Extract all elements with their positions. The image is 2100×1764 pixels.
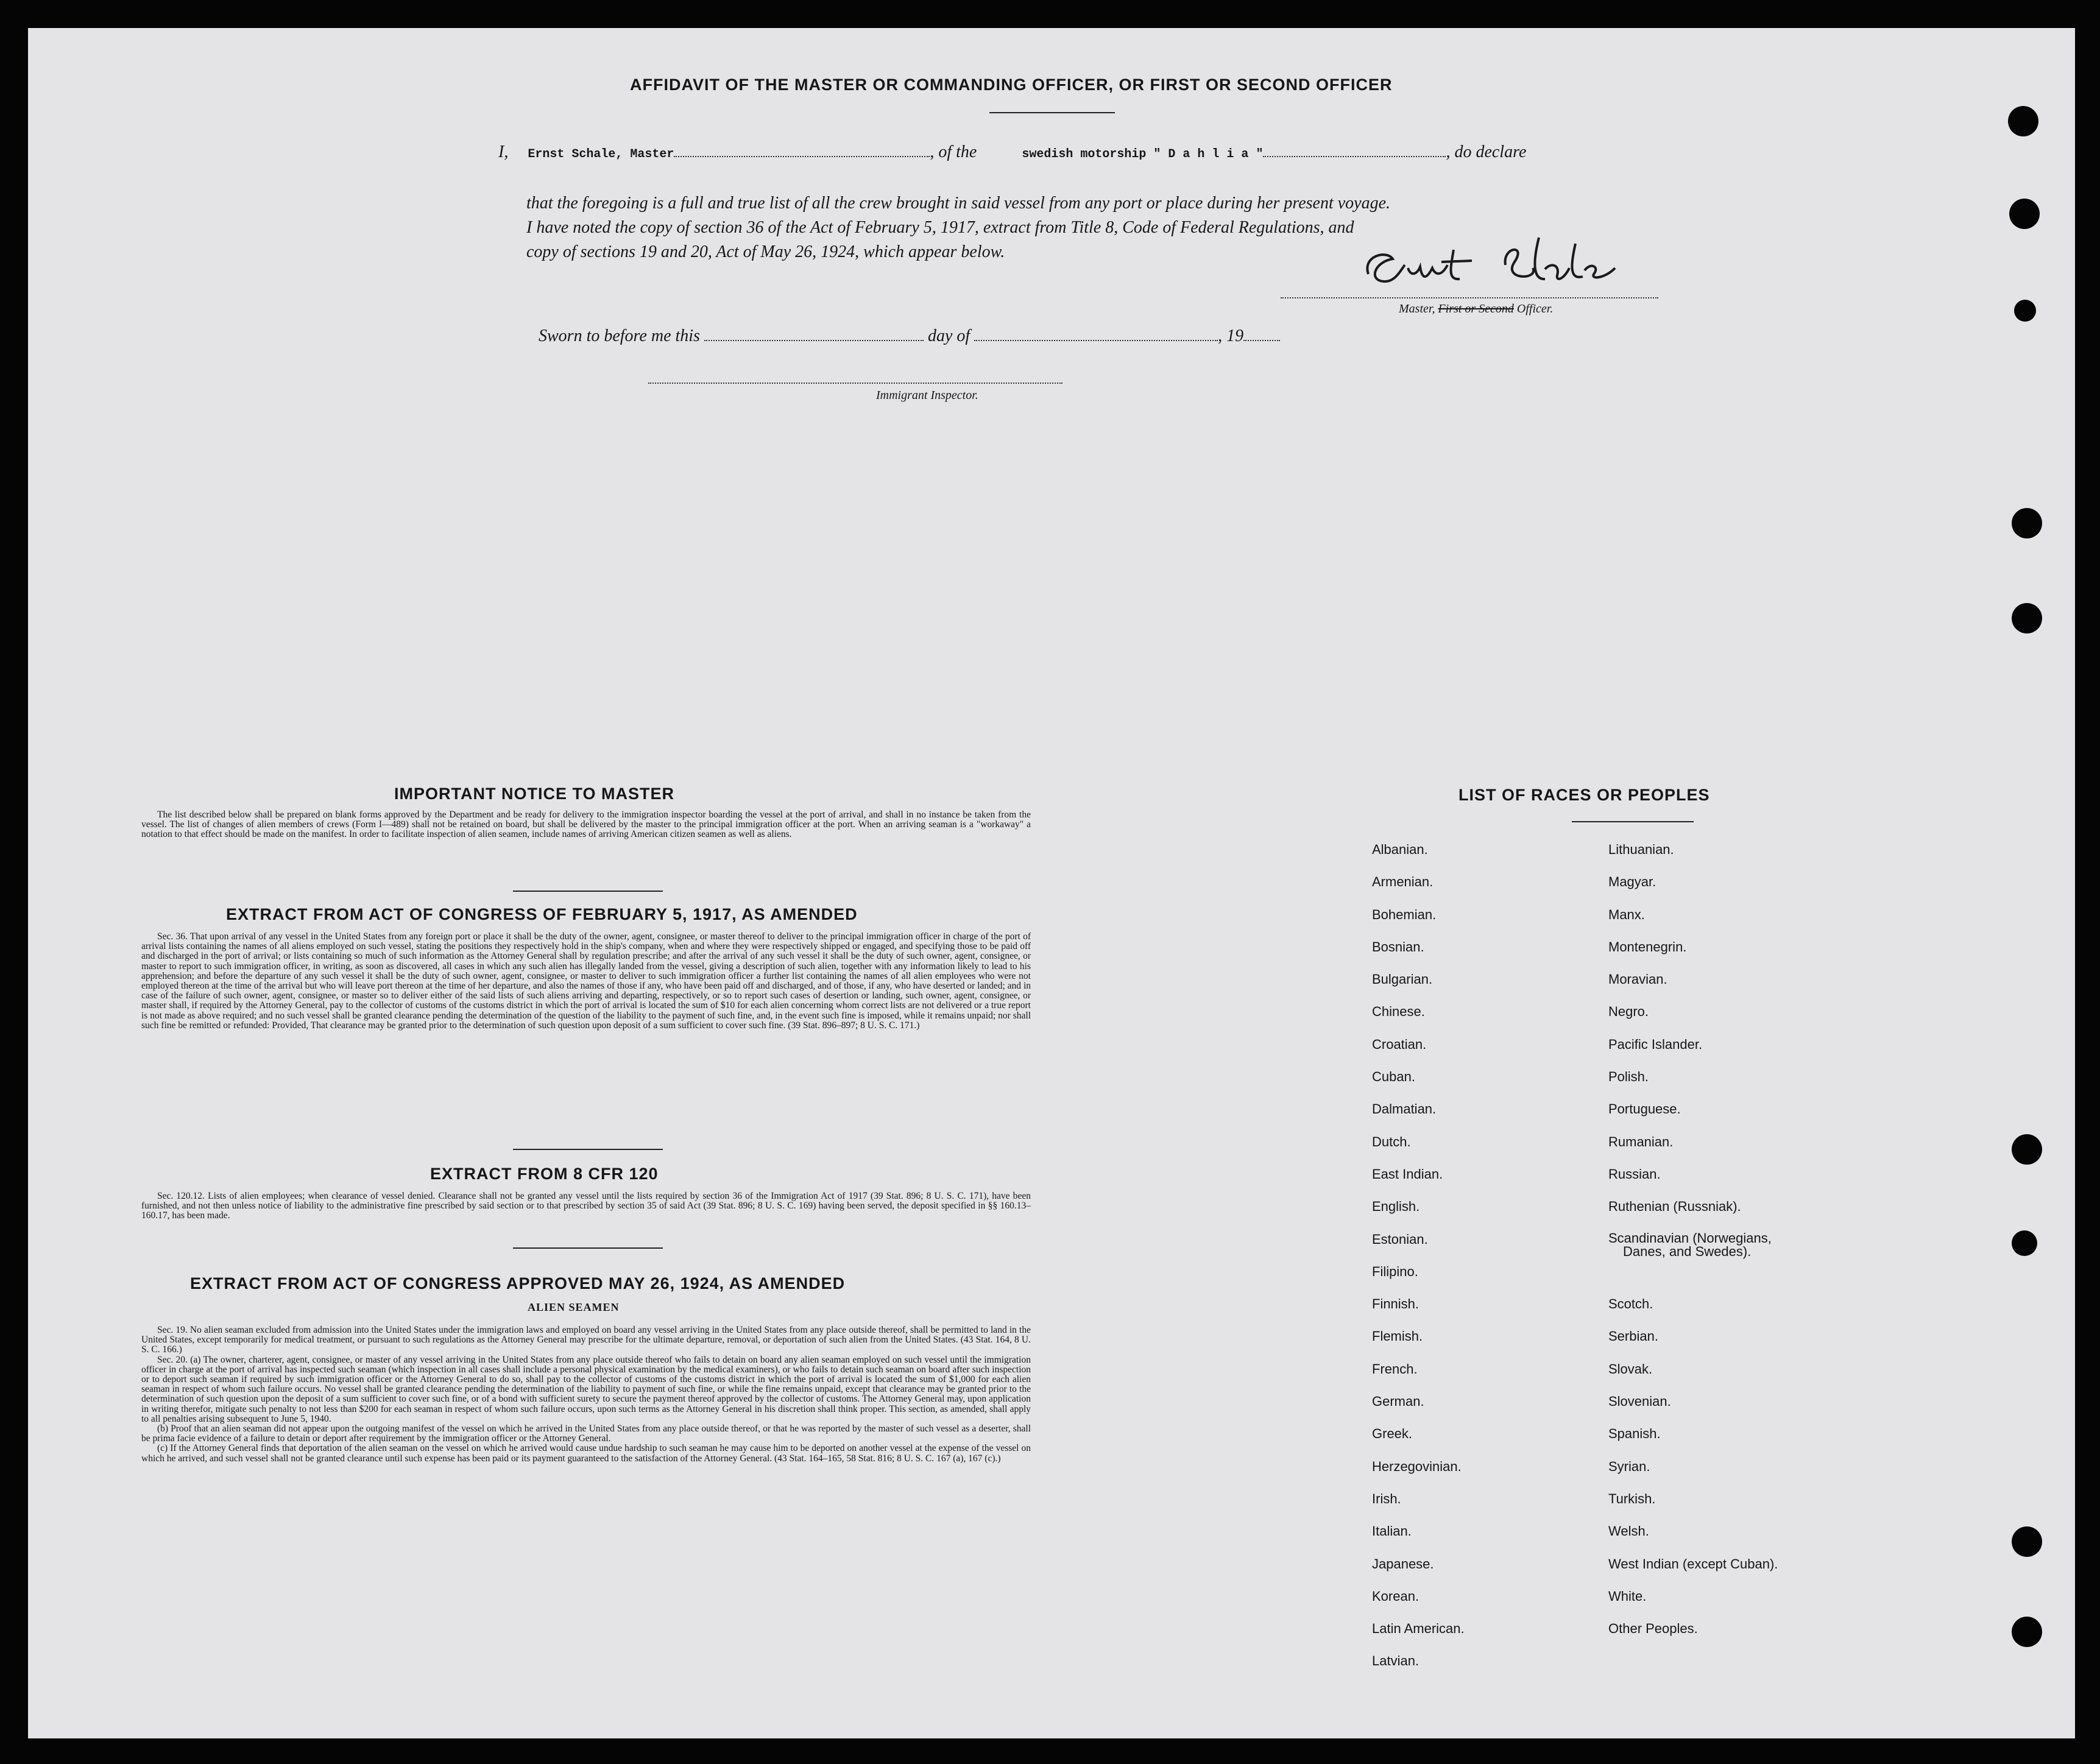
extract-1924-text — [141, 1325, 1031, 1464]
race-item: Turkish. — [1608, 1491, 1656, 1506]
declaration-line-3: I have noted the copy of section 36 of the Act of February 5, 1917, extract from Title 8, Code of Federal Regulations, and — [526, 218, 1354, 237]
alien-seamen-subtitle: ALIEN SEAMEN — [528, 1301, 620, 1313]
do-declare-label: , do declare — [1446, 143, 1527, 161]
name-blank — [674, 141, 930, 157]
race-item: Flemish. — [1372, 1328, 1423, 1344]
sworn-line — [539, 324, 1280, 348]
race-item: Armenian. — [1372, 874, 1434, 890]
race-item: Latin American. — [1372, 1621, 1465, 1637]
races-left-column — [1372, 842, 1465, 1686]
sec-20a-paragraph: Sec. 20. (a) The owner, charterer, agent, consignee, or master of any vessel arriving in the United States from any place outside thereof who fails to detain on board any alien seaman employed on such vessel until the immigration officer in charge at the port of arrival has inspected such seaman (which inspection in all cases shall include a personal physical examination by the medical examiners), or who fails to detain such seaman on board after such inspection or to deport such seaman if required by such immigration officer or the Attorney General to do so, shall pay to the collector of customs of the customs district in which the port of arrival is located the sum of $1,000 for each alien seaman in respect of whom such failure occurs. No vessel shall be granted clearance pending the determination of the liability to payment of such fine, or while the fine remains unpaid, except that clearance may be granted prior to the determination of such question upon the deposit of a sum sufficient to cover such fine, or of a bond with sufficient surety to secure the payment thereof approved by the collector of customs. The Attorney General may, upon application in writing therefor, mitigate such penalty to not less than $200 for each seaman in respect of whom such failure occurs, upon such terms as the Attorney General in his discretion shall think proper. This section, as amended, shall apply to all penalties arising subsequent to June 5, 1940. — [141, 1354, 1031, 1424]
divider — [513, 1149, 663, 1150]
races-title: LIST OF RACES OR PEOPLES — [1458, 786, 1710, 804]
race-item: Russian. — [1608, 1166, 1661, 1182]
pronoun: I, — [498, 143, 509, 161]
binder-hole — [2012, 1617, 2042, 1647]
race-item — [1608, 1232, 1778, 1297]
year-blank — [1243, 325, 1280, 341]
binder-hole — [2009, 199, 2040, 229]
race-item: Italian. — [1372, 1523, 1412, 1539]
inspector-line — [648, 370, 1062, 384]
day-blank — [974, 325, 1218, 341]
race-item: Pacific Islander. — [1608, 1036, 1703, 1052]
sec-20b-paragraph: (b) Proof that an alien seaman did not appear upon the outgoing manifest of the vessel on which he arrived in the United States from any place outside thereof, or that he was reported by the master of such vessel as a deserter, shall be prima facie evidence of a failure to detain or deport after requirement by the immigration officer or the Attorney General. — [141, 1424, 1031, 1444]
race-item: German. — [1372, 1394, 1424, 1409]
race-item: Herzegovinian. — [1372, 1458, 1462, 1474]
race-item: Other Peoples. — [1608, 1621, 1698, 1637]
race-item: Welsh. — [1608, 1523, 1649, 1539]
title-rule — [989, 112, 1115, 113]
race-item: Finnish. — [1372, 1296, 1419, 1312]
race-item: East Indian. — [1372, 1166, 1443, 1182]
binder-hole — [2012, 1526, 2042, 1557]
race-item: Negro. — [1608, 1004, 1649, 1020]
race-item: Japanese. — [1372, 1556, 1434, 1572]
declaration-line-1 — [498, 140, 1526, 167]
race-item: Serbian. — [1608, 1328, 1658, 1344]
race-item: Slovak. — [1608, 1361, 1653, 1377]
race-item: Polish. — [1608, 1069, 1649, 1085]
cfr-text — [141, 1191, 1031, 1221]
year-label: , 19 — [1218, 326, 1244, 345]
race-item: West Indian (except Cuban). — [1608, 1556, 1778, 1572]
race-item: Estonian. — [1372, 1231, 1428, 1247]
race-item: Irish. — [1372, 1491, 1401, 1506]
of-the-label: , of the — [930, 143, 977, 161]
sworn-blank — [704, 325, 924, 341]
race-item-line: Danes, and Swedes). — [1623, 1243, 1752, 1259]
sec-120-paragraph: Sec. 120.12. Lists of alien employees; when clearance of vessel denied. Clearance shall not be granted any vessel until the lists required by section 36 of the Immigration Act of 1917 (39 Stat. 896; 8 U. S. C. 171), have been furnished, and not then unless notice of liability to the administrative fine prescribed by said section or to that prescribed by section 35 of said Act (39 Stat. 896; 8 U. S. C. 169) having been served, the deposit specified in §§ 160.13–160.17, has been made. — [141, 1191, 1031, 1221]
struck-officer: First or Second — [1438, 302, 1514, 316]
race-item: Bosnian. — [1372, 939, 1424, 954]
extract-1917-title: EXTRACT FROM ACT OF CONGRESS OF FEBRUARY 5, 1917, AS AMENDED — [226, 905, 858, 923]
sec-20c-paragraph: (c) If the Attorney General finds that deportation of the alien seaman on the vessel on which he arrived would cause undue hardship to such seaman he may cause him to be deported on another vessel at the expense of the vessel on which he arrived, and such vessel shall not be granted clearance until such expense has been paid or its payment guaranteed to the satisfaction of the Attorney General. (43 Stat. 164–165, 58 Stat. 816; 8 U. S. C. 167 (a), 167 (c).) — [141, 1443, 1031, 1464]
declaration-line-2: that the foregoing is a full and true list of all the crew brought in said vessel from any port or place during her present voyage. — [526, 194, 1391, 213]
notice-text — [141, 810, 1031, 840]
races-rule — [1572, 821, 1694, 822]
signature-line — [1281, 284, 1658, 298]
race-item: Bulgarian. — [1372, 972, 1433, 987]
race-item: Manx. — [1608, 906, 1645, 922]
race-item: Bohemian. — [1372, 906, 1437, 922]
race-item: French. — [1372, 1361, 1418, 1377]
inspector-label: Immigrant Inspector. — [876, 389, 978, 402]
race-item: Montenegrin. — [1608, 939, 1687, 954]
race-item: Rumanian. — [1608, 1134, 1674, 1149]
race-item: Chinese. — [1372, 1004, 1425, 1020]
vessel-name: swedish motorship " D a h l i a " — [1022, 147, 1264, 161]
race-item: English. — [1372, 1199, 1420, 1215]
race-item: Ruthenian (Russniak). — [1608, 1199, 1741, 1215]
race-item: Dalmatian. — [1372, 1101, 1437, 1117]
notice-title: IMPORTANT NOTICE TO MASTER — [394, 785, 674, 803]
race-item: Dutch. — [1372, 1134, 1411, 1149]
master-name: Ernst Schale, Master — [528, 147, 674, 161]
binder-hole — [2008, 106, 2038, 136]
race-item: Portuguese. — [1608, 1101, 1681, 1117]
binder-hole — [2012, 1134, 2042, 1165]
officer-label: Officer. — [1516, 302, 1554, 316]
signature-caption — [1399, 302, 1553, 316]
race-item: Latvian. — [1372, 1653, 1419, 1669]
document-page — [28, 28, 2075, 1738]
binder-hole — [2012, 603, 2042, 633]
race-item: Cuban. — [1372, 1069, 1415, 1085]
race-item: Magyar. — [1608, 874, 1656, 890]
race-item: Syrian. — [1608, 1458, 1650, 1474]
races-right-column — [1608, 842, 1778, 1653]
race-item: Lithuanian. — [1608, 842, 1674, 857]
divider — [513, 891, 663, 892]
binder-hole — [2014, 300, 2036, 322]
race-item: Filipino. — [1372, 1263, 1418, 1279]
binder-hole — [2012, 508, 2042, 538]
extract-1917-text — [141, 932, 1031, 1031]
race-item: Korean. — [1372, 1588, 1419, 1604]
cfr-title: EXTRACT FROM 8 CFR 120 — [430, 1165, 659, 1183]
race-item: Scotch. — [1608, 1296, 1653, 1312]
binder-hole — [2012, 1230, 2037, 1256]
sworn-label: Sworn to before me this — [539, 326, 700, 345]
divider — [513, 1247, 663, 1249]
master-label: Master, — [1399, 302, 1435, 316]
race-item: Greek. — [1372, 1426, 1413, 1442]
affidavit-title: AFFIDAVIT OF THE MASTER OR COMMANDING OFFICER, OR FIRST OR SECOND OFFICER — [630, 76, 1393, 94]
vessel-blank — [1263, 141, 1446, 157]
race-item: Croatian. — [1372, 1036, 1427, 1052]
race-item-line: Scandinavian (Norwegians, — [1608, 1230, 1772, 1246]
race-item: Slovenian. — [1608, 1394, 1671, 1409]
day-of-label: day of — [927, 326, 970, 345]
race-item: Spanish. — [1608, 1426, 1661, 1442]
sec-19-paragraph: Sec. 19. No alien seaman excluded from admission into the United States under the immigration laws and employed on board any vessel arriving in the United States from any place outside thereof, shall be permitted to land in the United States, except temporarily for medical treatment, or pursuant to such regulations as the Attorney General may prescribe for the ultimate departure, removal, or deportation of such alien from the United States. (43 Stat. 164, 8 U. S. C. 166.) — [141, 1325, 1031, 1355]
sec-36-paragraph: Sec. 36. That upon arrival of any vessel in the United States from any foreign port or place it shall be the duty of the owner, agent, consignee, or master thereof to deliver to the principal immigration officer in charge of the port of arrival lists containing the names of all aliens employed on such vessel, stating the positions they respectively hold in the ship's company, when and where they were respectively shipped or engaged, and specifying those to be paid off and discharged in the port of arrival; or lists containing so much of such information as the Attorney General shall by regulation prescribe; and after the arrival of any such vessel it shall be the duty of such owner, agent, consignee, or master to report to such immigration officer, in writing, as soon as discovered, all cases in which any such alien has illegally landed from the vessel, giving a description of such alien, together with any information likely to lead to his apprehension; and before the departure of any such vessel it shall be the duty of such owner, agent, consignee, or master to deliver to such immigration officer a further list containing the names of all alien employees who were not employed thereon at the time of the arrival but who will leave port thereon at the time of her departure, and also the names of those if any, who have been paid off and discharged, and of those, if any, who have deserted or landed; and in case of the failure of such owner, agent, consignee, or master so to deliver either of the said lists of such aliens arriving and departing, respectively, or so to report such cases of desertion or landing, such owner, agent, consignee, or master shall, if required by the Attorney General, pay to the collector of customs of the customs district in which the port of arrival is located the sum of $10 for each alien concerning whom correct lists are not delivered or a true report is not made as above required; and no such vessel shall be granted clearance pending the determination of the question of the liability to the payment of such fine, and, in the event such fine is imposed, while it remains unpaid; nor shall such fine be remitted or refunded: Provided, That clearance may be granted prior to the determination of such question upon deposit of a sum sufficient to cover such fine. (39 Stat. 896–897; 8 U. S. C. 171.) — [141, 931, 1031, 1031]
notice-paragraph: The list described below shall be prepared on blank forms approved by the Department and be ready for delivery to the immigration inspector boarding the vessel at the port of arrival, and shall in no instance be taken from the vessel. The list of changes of alien members of crews (Form I—489) shall not be retained on board, but shall be delivered by the master to the principal immigration officer at the port. When an arriving seaman is a "workaway" a notation to that effect should be made on the manifest. In order to facilitate inspection of alien seamen, include names of arriving American citizen seamen as well as aliens. — [141, 810, 1031, 840]
race-item: White. — [1608, 1588, 1647, 1604]
race-item: Moravian. — [1608, 972, 1667, 987]
declaration-line-4: copy of sections 19 and 20, Act of May 26, 1924, which appear below. — [526, 242, 1005, 261]
extract-1924-title: EXTRACT FROM ACT OF CONGRESS APPROVED MAY 26, 1924, AS AMENDED — [190, 1274, 846, 1293]
race-item: Albanian. — [1372, 842, 1428, 857]
